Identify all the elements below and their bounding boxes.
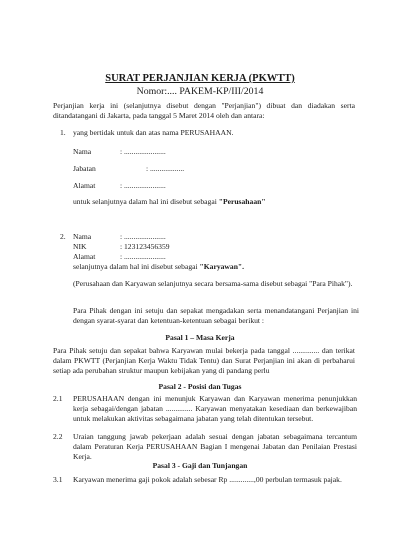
party1-jabatan-label: Jabatan	[73, 164, 96, 173]
pasal1-heading: Pasal 1 – Masa Kerja	[165, 333, 235, 342]
party1-ref-name: "Perusahaan"	[218, 197, 266, 206]
pasal3-item-text: Karyawan menerima gaji pokok adalah sebesar Rp .............,00 perbulan termasuk pajak.	[73, 475, 342, 484]
party2-number: 2.	[60, 232, 66, 241]
party1-number: 1.	[60, 128, 66, 137]
document-number: Nomor:.... PAKEM-KP/III/2014	[136, 86, 264, 97]
pasal2-item-text: Uraian tanggung jawab pekerjaan adalah sesuai dengan jabatan sebagaimana tercantum dalam Peraturan Kerja PERUSAHAAN Bagian I mengenai Jabatan dan Penilaian Prestasi Kerja.	[73, 432, 357, 461]
party1-alamat-value: : ......................	[120, 181, 166, 190]
para-pihak-paragraph: (Perusahaan dan Karyawan selanjutnya secara bersama-sama disebut sebagai "Para Pihak").	[73, 279, 353, 288]
party1-reference	[73, 197, 266, 207]
party1-jabatan-value: : ..................	[146, 164, 185, 173]
party2-nik-value: : 123123456359	[120, 242, 170, 251]
pasal2-heading: Pasal 2 - Posisi dan Tugas	[158, 382, 242, 391]
document-title: SURAT PERJANJIAN KERJA (PKWTT)	[105, 73, 295, 84]
pasal2-item-number: 2.1	[53, 394, 63, 403]
party2-nama-value: : ......................	[120, 232, 166, 241]
party1-nama-value: : ......................	[120, 147, 166, 156]
pasal3-item-number: 3.1	[53, 475, 63, 484]
agreement-paragraph: Para Pihak dengan ini setuju dan sepakat mengadakan serta menandatangani Perjanjian ini dengan syarat-syarat dan ketentuan-ketentuan sebagai berikut :	[73, 306, 359, 325]
party1-nama-label: Nama	[73, 147, 92, 156]
pasal2-item-text: PERUSAHAAN dengan ini menunjuk Karyawan dan Karyawan menerima penunjukkan kerja sebagai/dengan jabatan .............. Karyawan menyatakan kesediaan dan berkewajiban untuk melakukan aktivitas sebagaimana jabatan yang telah ditentukan tersebut.	[73, 394, 357, 423]
party2-reference	[73, 262, 244, 272]
party2-alamat-label: Alamat	[73, 252, 96, 261]
intro-paragraph: Perjanjian kerja ini (selanjutnya disebut dengan "Perjanjian") dibuat dan diadakan serta ditandatangani di Jakarta, pada tanggal 5 Maret 2014 oleh dan antara:	[53, 101, 355, 120]
party2-ref-text: selanjutnya dalam hal ini disebut sebagai	[73, 262, 200, 271]
pasal3-heading: Pasal 3 - Gaji dan Tunjangan	[152, 461, 248, 470]
party1-alamat-label: Alamat	[73, 181, 96, 190]
party2-nama-label: Nama	[73, 232, 92, 241]
party2-ref-name: "Karyawan".	[199, 262, 245, 271]
pasal2-item-number: 2.2	[53, 432, 63, 441]
party1-ref-text: untuk selanjutnya dalam hal ini disebut sebagai	[73, 197, 219, 206]
party1-heading: yang bertidak untuk dan atas nama PERUSAHAAN.	[73, 128, 234, 137]
party2-alamat-value: : ......................	[120, 252, 166, 261]
party2-nik-label: NIK	[73, 242, 87, 251]
pasal1-text: Para Pihak setuju dan sepakat bahwa Karyawan mulai bekerja pada tanggal .............. dan terikat dalam PKWTT (Perjanjian Kerja Waktu Tidak Tentu) dan Surat Perjanjian ini akan di perbaharui setiap ada perubahan struktur maupun kebijakan yang di pandang perlu	[53, 346, 355, 375]
